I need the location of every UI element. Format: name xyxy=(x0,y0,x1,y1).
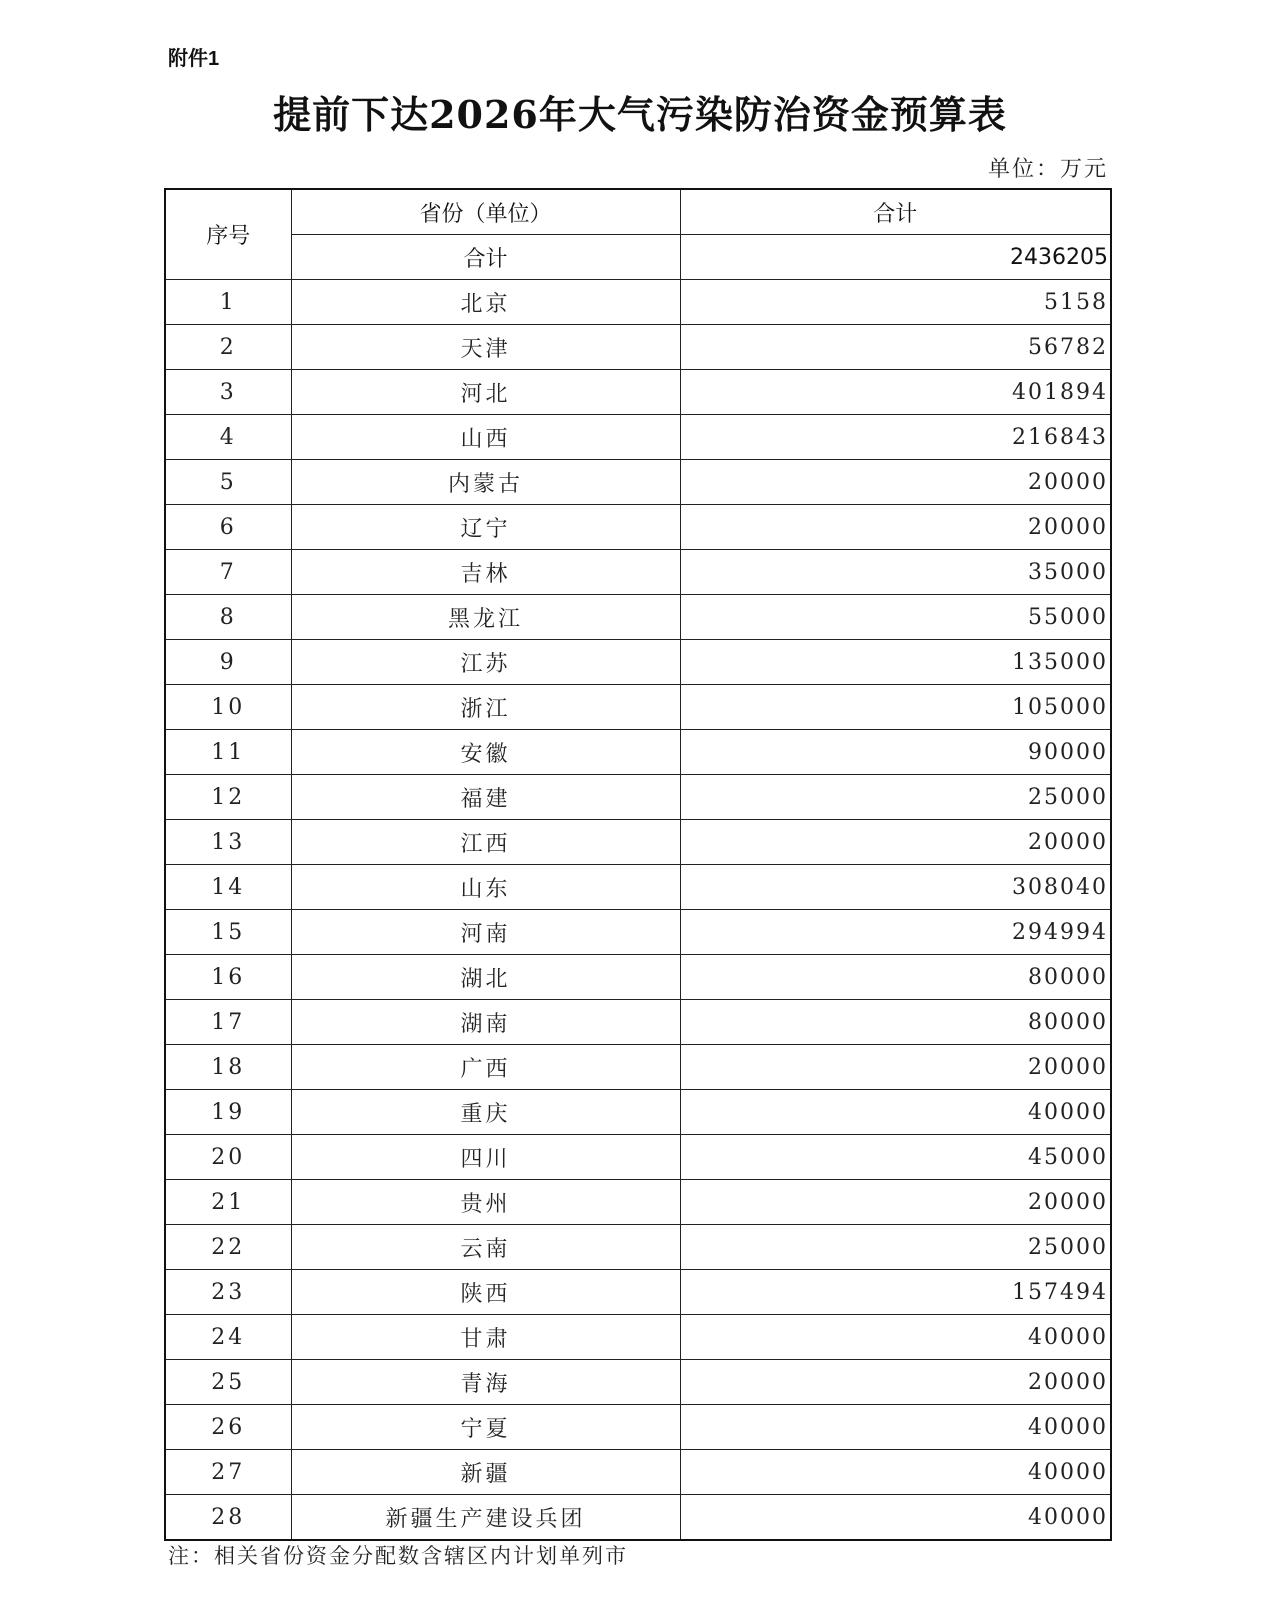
table-row xyxy=(165,1000,1111,1045)
table-row xyxy=(165,820,1111,865)
row-province: 辽宁 xyxy=(291,505,680,550)
page-title: 提前下达2026年大气污染防治资金预算表 xyxy=(273,92,1007,137)
row-amount: 20000 xyxy=(680,820,1111,865)
row-amount: 20000 xyxy=(680,460,1111,505)
table-row xyxy=(165,1450,1111,1495)
table-row xyxy=(165,280,1111,325)
row-seq: 3 xyxy=(165,370,291,415)
row-seq: 4 xyxy=(165,415,291,460)
footnote: 注：相关省份资金分配数含辖区内计划单列市 xyxy=(168,1544,628,1568)
row-province: 湖北 xyxy=(291,955,680,1000)
row-seq: 6 xyxy=(165,505,291,550)
row-province: 河南 xyxy=(291,910,680,955)
row-seq: 20 xyxy=(165,1135,291,1180)
table-row xyxy=(165,370,1111,415)
row-province: 安徽 xyxy=(291,730,680,775)
table-row xyxy=(165,1180,1111,1225)
row-seq: 10 xyxy=(165,685,291,730)
table-row xyxy=(165,505,1111,550)
table-row xyxy=(165,730,1111,775)
row-seq: 11 xyxy=(165,730,291,775)
row-amount: 308040 xyxy=(680,865,1111,910)
budget-table xyxy=(164,188,1112,1541)
header-row xyxy=(165,189,1111,235)
table-row xyxy=(165,460,1111,505)
row-amount: 216843 xyxy=(680,415,1111,460)
row-amount: 20000 xyxy=(680,1360,1111,1405)
row-amount: 20000 xyxy=(680,505,1111,550)
row-seq: 23 xyxy=(165,1270,291,1315)
table-row xyxy=(165,1090,1111,1135)
row-province: 黑龙江 xyxy=(291,595,680,640)
row-amount: 20000 xyxy=(680,1180,1111,1225)
attachment-label: 附件1 xyxy=(168,48,220,70)
table-row xyxy=(165,640,1111,685)
row-province: 甘肃 xyxy=(291,1315,680,1360)
total-row xyxy=(165,235,1111,280)
row-amount: 40000 xyxy=(680,1405,1111,1450)
row-province: 新疆生产建设兵团 xyxy=(291,1495,680,1541)
row-amount: 135000 xyxy=(680,640,1111,685)
row-province: 贵州 xyxy=(291,1180,680,1225)
row-seq: 28 xyxy=(165,1495,291,1541)
row-amount: 25000 xyxy=(680,775,1111,820)
row-province: 青海 xyxy=(291,1360,680,1405)
row-seq: 16 xyxy=(165,955,291,1000)
row-amount: 56782 xyxy=(680,325,1111,370)
row-amount: 80000 xyxy=(680,1000,1111,1045)
row-amount: 45000 xyxy=(680,1135,1111,1180)
row-seq: 18 xyxy=(165,1045,291,1090)
row-seq: 1 xyxy=(165,280,291,325)
row-amount: 105000 xyxy=(680,685,1111,730)
row-seq: 21 xyxy=(165,1180,291,1225)
table-row xyxy=(165,325,1111,370)
row-amount: 90000 xyxy=(680,730,1111,775)
row-seq: 9 xyxy=(165,640,291,685)
table-row xyxy=(165,1045,1111,1090)
row-amount: 40000 xyxy=(680,1450,1111,1495)
row-seq: 26 xyxy=(165,1405,291,1450)
row-amount: 294994 xyxy=(680,910,1111,955)
row-amount: 55000 xyxy=(680,595,1111,640)
row-amount: 80000 xyxy=(680,955,1111,1000)
row-amount: 401894 xyxy=(680,370,1111,415)
row-seq: 22 xyxy=(165,1225,291,1270)
row-province: 浙江 xyxy=(291,685,680,730)
total-value: 2436205 xyxy=(680,235,1111,280)
table-body xyxy=(165,280,1111,1541)
row-amount: 5158 xyxy=(680,280,1111,325)
row-province: 福建 xyxy=(291,775,680,820)
row-seq: 27 xyxy=(165,1450,291,1495)
header-total: 合计 xyxy=(680,189,1111,235)
row-province: 内蒙古 xyxy=(291,460,680,505)
row-province: 江苏 xyxy=(291,640,680,685)
row-seq: 13 xyxy=(165,820,291,865)
row-amount: 20000 xyxy=(680,1045,1111,1090)
table-row xyxy=(165,1270,1111,1315)
table-row xyxy=(165,1360,1111,1405)
table-row xyxy=(165,865,1111,910)
header-province: 省份（单位） xyxy=(291,189,680,235)
row-amount: 40000 xyxy=(680,1495,1111,1541)
row-seq: 8 xyxy=(165,595,291,640)
row-amount: 35000 xyxy=(680,550,1111,595)
row-seq: 25 xyxy=(165,1360,291,1405)
table-row xyxy=(165,910,1111,955)
row-seq: 7 xyxy=(165,550,291,595)
table-row xyxy=(165,1315,1111,1360)
table-row xyxy=(165,550,1111,595)
row-province: 山东 xyxy=(291,865,680,910)
row-seq: 15 xyxy=(165,910,291,955)
row-seq: 14 xyxy=(165,865,291,910)
row-seq: 17 xyxy=(165,1000,291,1045)
row-seq: 2 xyxy=(165,325,291,370)
row-amount: 25000 xyxy=(680,1225,1111,1270)
row-amount: 40000 xyxy=(680,1315,1111,1360)
row-province: 广西 xyxy=(291,1045,680,1090)
unit-label: 单位：万元 xyxy=(987,157,1108,182)
row-province: 天津 xyxy=(291,325,680,370)
row-seq: 12 xyxy=(165,775,291,820)
table-row xyxy=(165,595,1111,640)
row-seq: 5 xyxy=(165,460,291,505)
row-province: 陕西 xyxy=(291,1270,680,1315)
row-province: 河北 xyxy=(291,370,680,415)
row-seq: 24 xyxy=(165,1315,291,1360)
table-row xyxy=(165,685,1111,730)
row-seq: 19 xyxy=(165,1090,291,1135)
row-province: 山西 xyxy=(291,415,680,460)
row-province: 江西 xyxy=(291,820,680,865)
table-row xyxy=(165,1405,1111,1450)
row-province: 宁夏 xyxy=(291,1405,680,1450)
table-row xyxy=(165,775,1111,820)
row-amount: 40000 xyxy=(680,1090,1111,1135)
table-row xyxy=(165,1495,1111,1541)
row-province: 新疆 xyxy=(291,1450,680,1495)
total-label: 合计 xyxy=(291,235,680,280)
row-province: 吉林 xyxy=(291,550,680,595)
table-row xyxy=(165,1225,1111,1270)
header-seq: 序号 xyxy=(165,189,291,280)
row-province: 湖南 xyxy=(291,1000,680,1045)
table-row xyxy=(165,415,1111,460)
row-province: 四川 xyxy=(291,1135,680,1180)
row-province: 云南 xyxy=(291,1225,680,1270)
row-amount: 157494 xyxy=(680,1270,1111,1315)
row-province: 北京 xyxy=(291,280,680,325)
row-province: 重庆 xyxy=(291,1090,680,1135)
table-row xyxy=(165,955,1111,1000)
table-row xyxy=(165,1135,1111,1180)
